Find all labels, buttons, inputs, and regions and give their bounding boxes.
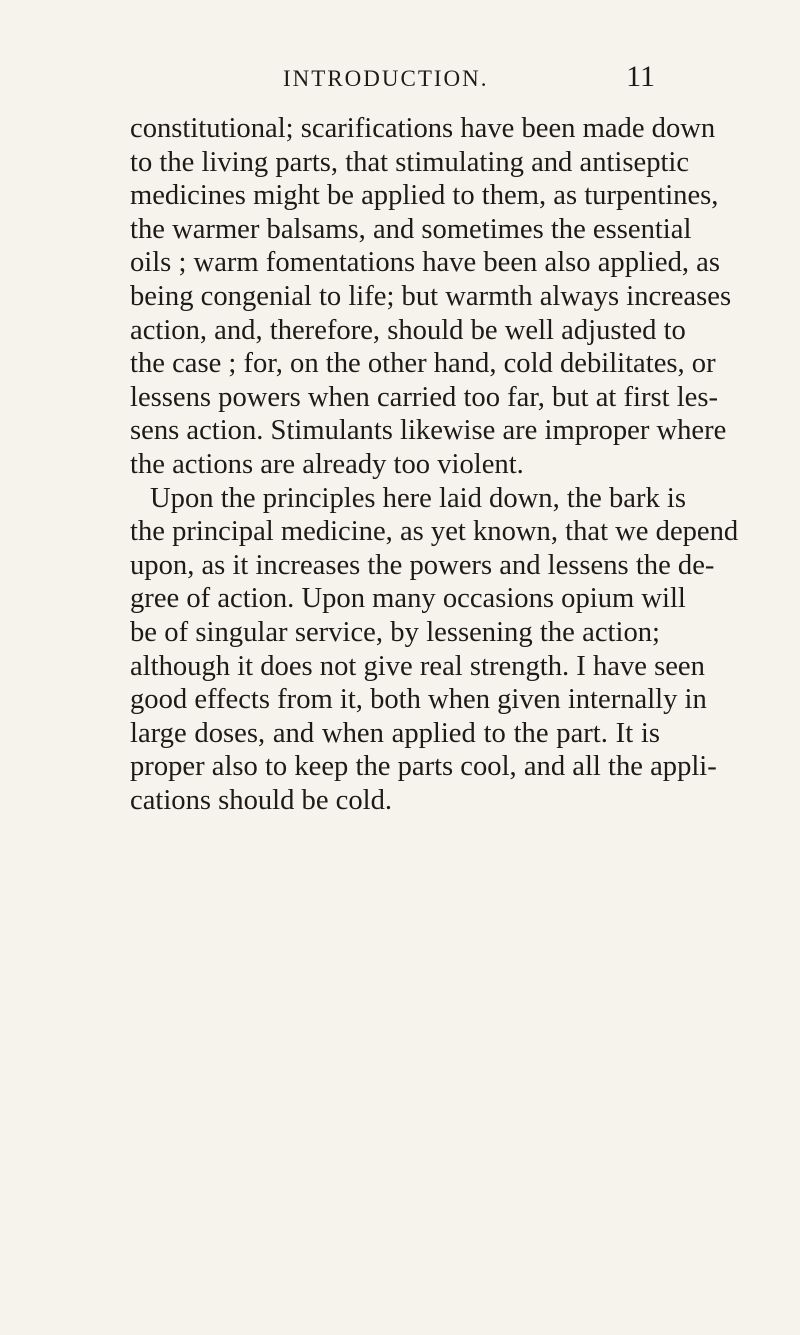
- text-line: proper also to keep the parts cool, and all the appli-: [130, 751, 717, 783]
- text-line: good effects from it, both when given internally in: [130, 684, 707, 716]
- text-line: upon, as it increases the powers and lessens the de-: [130, 549, 715, 581]
- page-number: 11: [626, 60, 655, 93]
- text-line: large doses, and when applied to the part. It is: [130, 717, 660, 749]
- text-line: being congenial to life; but warmth always increases: [130, 280, 732, 312]
- text-line: gree of action. Upon many occasions opium will: [130, 583, 686, 615]
- text-line: medicines might be applied to them, as turpentines,: [130, 180, 719, 212]
- text-line: cations should be cold.: [130, 784, 393, 816]
- text-line: the actions are already too violent.: [130, 448, 524, 480]
- text-line: sens action. Stimulants likewise are improper where: [130, 415, 727, 447]
- running-head: [283, 58, 655, 98]
- text-line: Upon the principles here laid down, the bark is: [150, 482, 686, 514]
- text-line: the principal medicine, as yet known, that we depend: [130, 516, 739, 548]
- text-line: action, and, therefore, should be well adjusted to: [130, 314, 686, 346]
- body-text: [130, 112, 739, 817]
- text-line: be of singular service, by lessening the action;: [130, 616, 660, 648]
- text-line: the case ; for, on the other hand, cold debilitates, or: [130, 348, 716, 380]
- text-line: lessens powers when carried too far, but at first les-: [130, 381, 719, 413]
- text-line: constitutional; scarifications have been made down: [130, 113, 716, 144]
- text-line: although it does not give real strength. I have seen: [130, 650, 705, 682]
- text-line: oils ; warm fomentations have been also applied, as: [130, 247, 720, 279]
- running-head-title: INTRODUCTION.: [283, 66, 489, 91]
- text-line: the warmer balsams, and sometimes the essential: [130, 213, 692, 245]
- text-line: to the living parts, that stimulating and antiseptic: [130, 146, 690, 178]
